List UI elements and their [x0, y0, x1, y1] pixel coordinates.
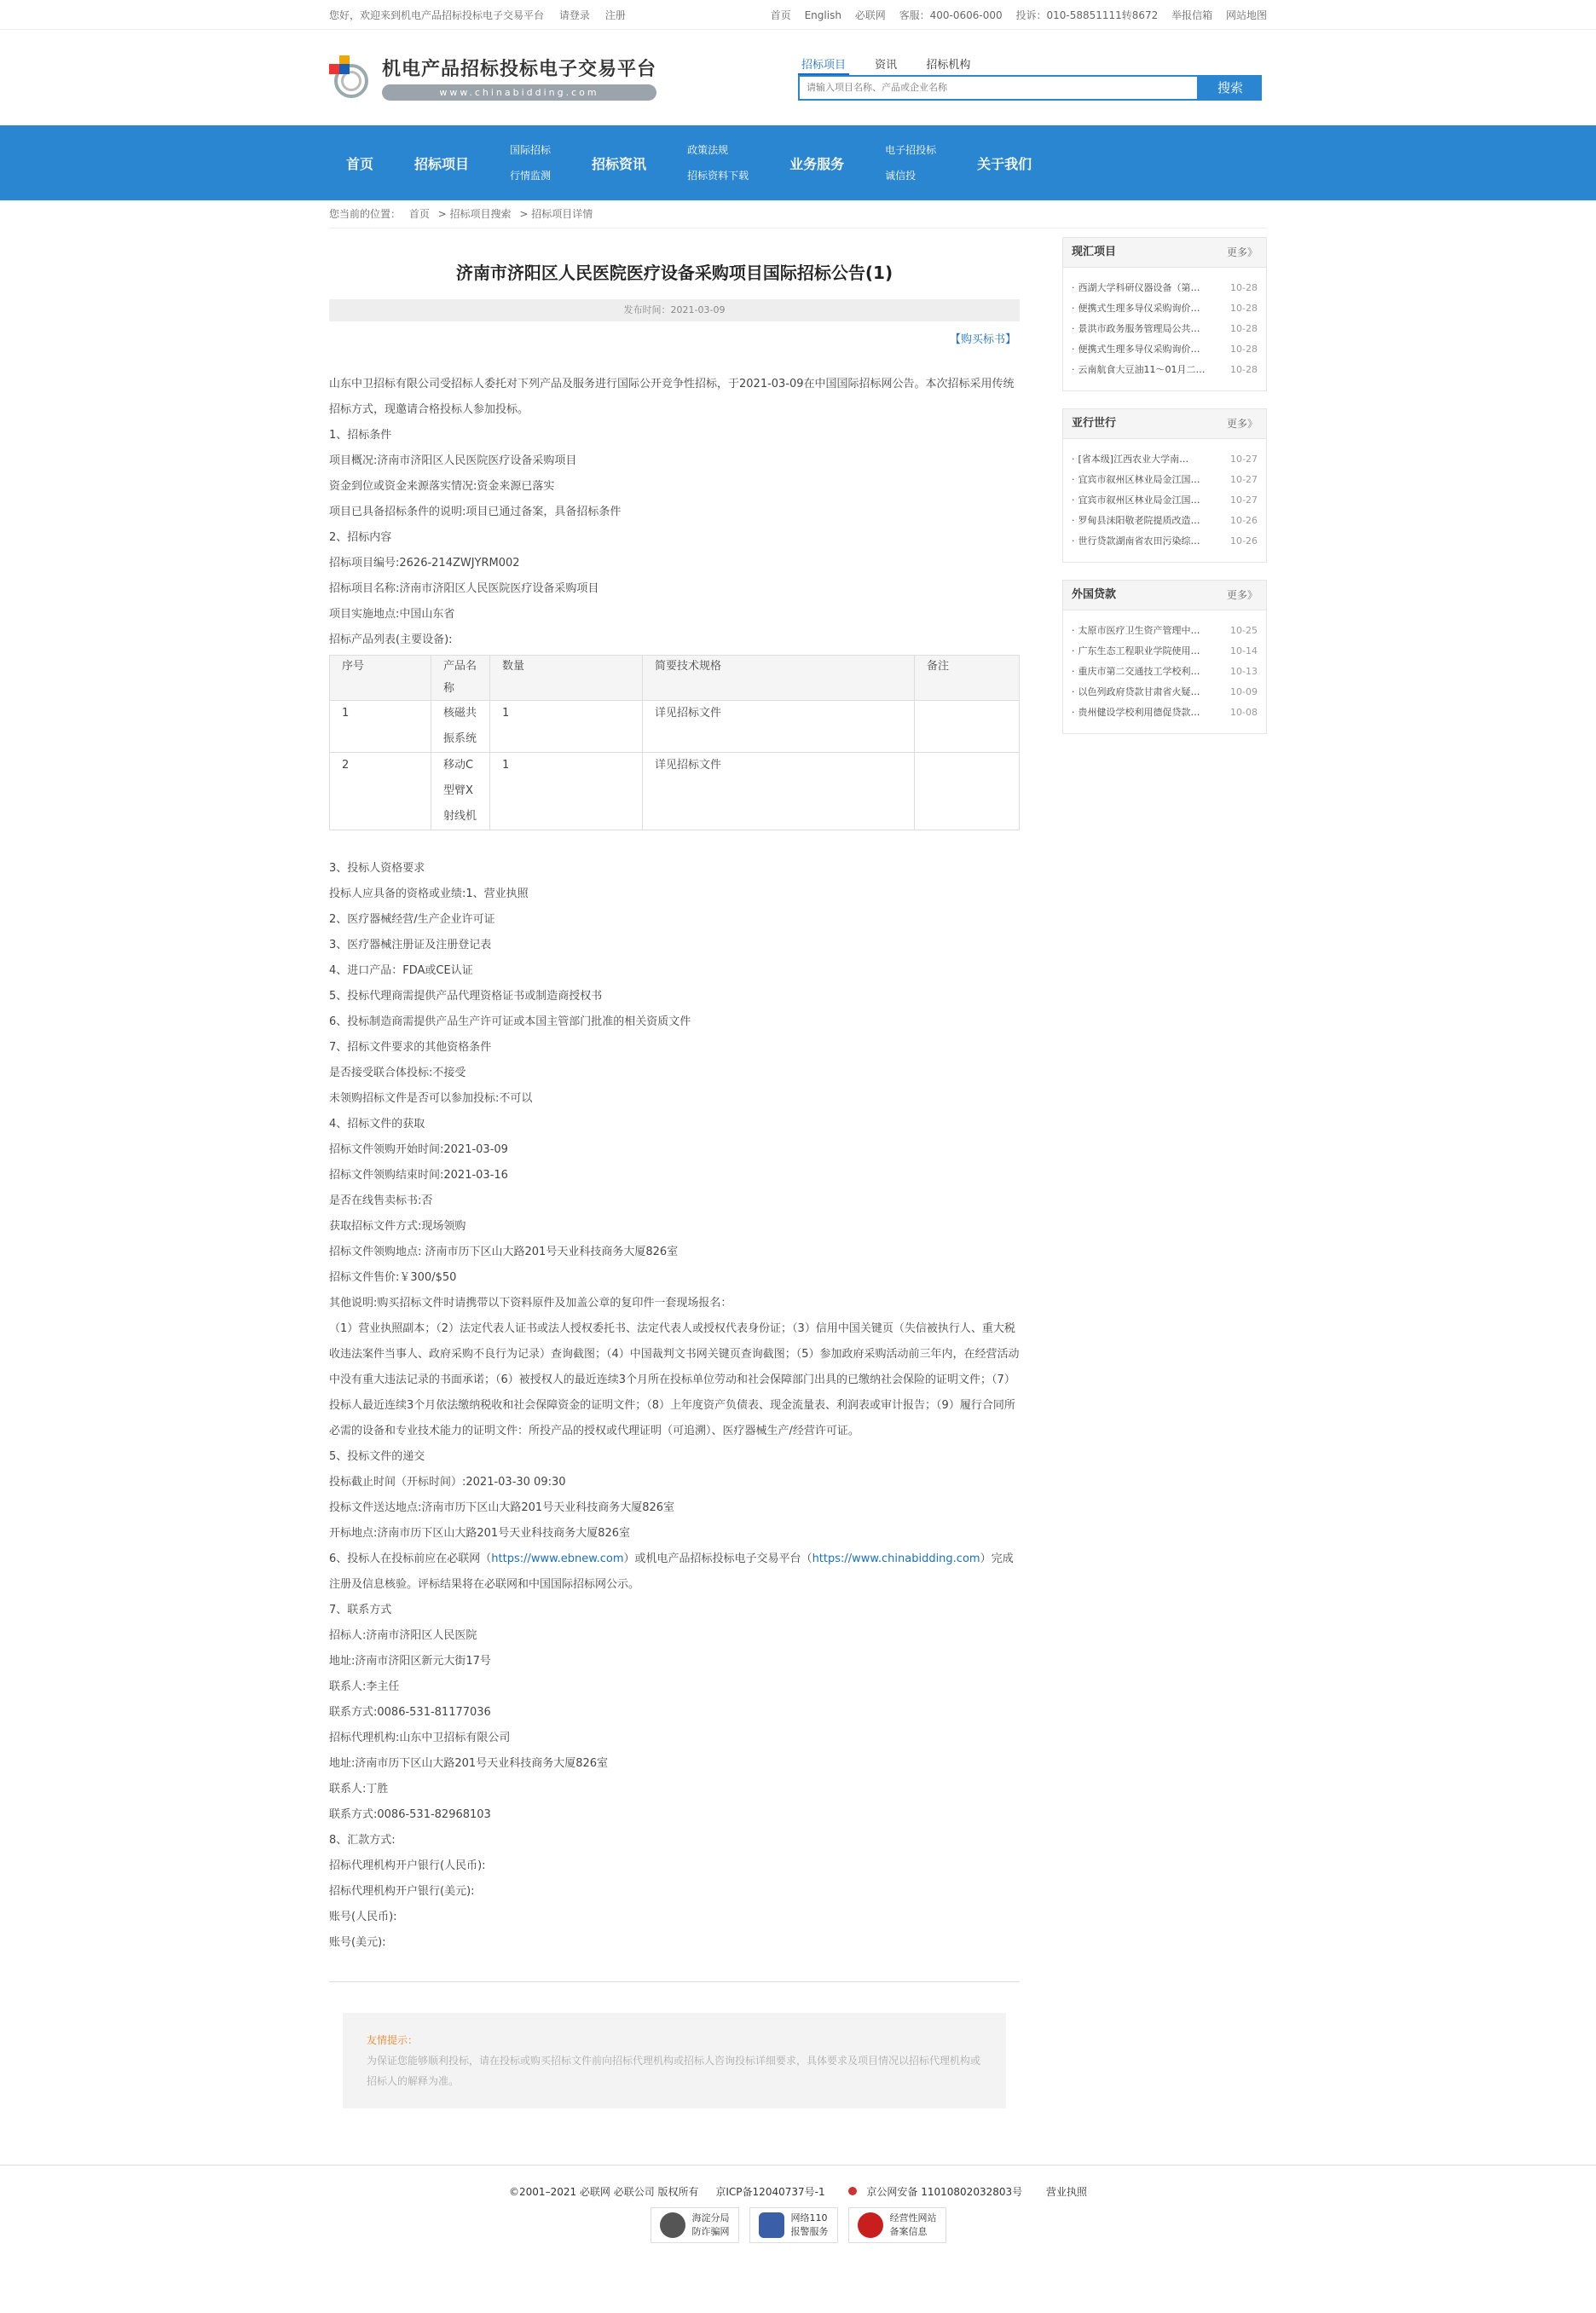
article-line: 联系人:李主任: [329, 1680, 400, 1693]
item-name[interactable]: · 便携式生理多导仪采购询价…: [1072, 298, 1217, 319]
list-item[interactable]: [1072, 641, 1258, 662]
article-line: 2、招标内容: [329, 531, 392, 544]
item-date: 10-27: [1230, 474, 1258, 485]
item-date: 10-13: [1230, 666, 1258, 677]
item-date: 10-27: [1230, 454, 1258, 465]
article-line: 账号(人民币):: [329, 1911, 397, 1923]
list-item[interactable]: [1072, 319, 1258, 339]
table-cell: 详见招标文件: [643, 701, 915, 753]
item-name[interactable]: · [省本级]江西农业大学南…: [1072, 449, 1217, 470]
login-link[interactable]: 请登录: [558, 9, 590, 21]
list-item[interactable]: [1072, 360, 1258, 380]
item-name[interactable]: · 宜宾市叙州区林业局金江国…: [1072, 490, 1217, 511]
nav-market-monitor[interactable]: 行情监测: [510, 170, 552, 182]
service-phone: 客服：400-0606-000: [899, 9, 1003, 21]
english-link[interactable]: English: [804, 9, 841, 21]
list-item[interactable]: [1072, 703, 1258, 723]
sidebar: [1062, 237, 1267, 2108]
police-icon: [848, 2187, 857, 2195]
article-line: 投标文件送达地点:济南市历下区山大路201号天业科技商务大厦826室: [329, 1501, 675, 1514]
article-line: 获取招标文件方式:现场领购: [329, 1220, 466, 1233]
ebnew-link[interactable]: 必联网: [854, 9, 886, 21]
article-line: 项目已具备招标条件的说明:项目已通过备案，具备招标条件: [329, 506, 622, 518]
table-cell: 1: [490, 753, 643, 830]
table-row: [330, 753, 1020, 830]
article-line: 2、医疗器械经营/生产企业许可证: [329, 913, 495, 926]
item-date: 10-28: [1230, 282, 1258, 293]
panel-title: 现汇项目: [1072, 246, 1117, 258]
product-table: [329, 655, 1020, 830]
item-name[interactable]: · 世行贷款湖南省农田污染综…: [1072, 531, 1217, 552]
nav-intl-bidding[interactable]: 国际招标: [510, 144, 552, 156]
table-header: 序号: [330, 656, 431, 701]
icp-link[interactable]: 京ICP备12040737号-1: [715, 2186, 825, 2198]
article-line: （1）营业执照副本；（2）法定代表人证书或法人授权委托书、法定代表人或授权代表身份证；（3）信用中国关键页（失信被执行人、重大税收违法案件当事人、政府采购不良行为记录）查询截图；（4）中国裁判文书网关键页查询截图；（5）参加政府采购活动前三年内，在经营活动中没有重大违法记录的书面承诺；（6）被授权人的最近连续3个月所在投标单位劳动和社会保障部门出具的已缴纳社会保险的证明文件；（7）投标人最近连续3个月依法缴纳税收和社会保障资金的证明文件；（8）上年度资产负债表、现金流量表、利润表或审计报告；（9）履行合同所必需的设备和专业技术能力的证明文件：所投产品的授权或代理证明（可追溯）、医疗器械生产/经营许可证。: [329, 1322, 1020, 1437]
sidebar-panel: [1062, 237, 1267, 391]
search-tab-projects[interactable]: 招标项目: [798, 57, 849, 75]
list-item[interactable]: [1072, 490, 1258, 511]
list-item[interactable]: [1072, 298, 1258, 319]
article-line: 招标项目名称:济南市济阳区人民医院医疗设备采购项目: [329, 582, 599, 595]
divider: [329, 1981, 1020, 1982]
red-shield-icon: [858, 2212, 883, 2238]
article-line: 6、投标人在投标前应在必联网（https://www.ebnew.com）或机电产品招标投标电子交易平台（https://www.chinabidding.com）完成注册及信息核验。评标结果将在必联网和中国国际招标网公示。: [329, 1553, 1014, 1591]
item-date: 10-08: [1230, 707, 1258, 718]
search-area: [798, 55, 1267, 101]
article-line: 投标截止时间（开标时间）:2021-03-30 09:30: [329, 1476, 566, 1489]
article-line: 地址:济南市济阳区新元大街17号: [329, 1655, 491, 1668]
sitemap-link[interactable]: 网站地图: [1225, 9, 1267, 21]
logo-icon: [329, 55, 373, 100]
page-title: 济南市济阳区人民医院医疗设备采购项目国际招标公告(1): [455, 263, 893, 283]
list-item[interactable]: [1072, 682, 1258, 703]
article-line: 联系人:丁胜: [329, 1783, 389, 1795]
police-avatar-icon: [660, 2212, 685, 2238]
complaint-phone: 投诉：010-58851111转8672: [1015, 9, 1159, 21]
item-name[interactable]: · 以色列政府贷款甘肃省火疑…: [1072, 682, 1217, 703]
item-name[interactable]: · 便携式生理多导仪采购询价…: [1072, 339, 1217, 360]
badge-net110[interactable]: 网络110 报警服务: [749, 2207, 838, 2243]
item-name[interactable]: · 宜宾市叙州区林业局金江国…: [1072, 470, 1217, 490]
item-date: 10-28: [1230, 344, 1258, 355]
article-line: 招标代理机构开户银行(美元):: [329, 1885, 475, 1898]
breadcrumb-home[interactable]: 首页: [408, 208, 430, 220]
item-date: 10-14: [1230, 645, 1258, 656]
article-line: 招标产品列表(主要设备):: [329, 633, 453, 646]
article-line: 5、投标文件的递交: [329, 1450, 425, 1463]
article-line: 是否在线售卖标书:否: [329, 1194, 433, 1207]
list-item[interactable]: [1072, 278, 1258, 298]
table-row: [330, 701, 1020, 753]
article-line: 项目概况:济南市济阳区人民医院医疗设备采购项目: [329, 454, 577, 467]
breadcrumb-current: 招标项目详情: [531, 208, 593, 220]
list-item[interactable]: [1072, 470, 1258, 490]
article-line: 5、投标代理商需提供产品代理资格证书或制造商授权书: [329, 990, 603, 1003]
shield-icon: [759, 2212, 784, 2238]
table-cell: [915, 753, 1020, 830]
item-name[interactable]: · 贵州健设学校利用德促贷款…: [1072, 703, 1217, 723]
nav-about[interactable]: 关于我们: [977, 155, 1032, 172]
list-item[interactable]: [1072, 511, 1258, 531]
sidebar-panel: [1062, 580, 1267, 734]
article: [329, 237, 1020, 2108]
breadcrumb-search[interactable]: 招标项目搜索: [449, 208, 512, 220]
header: [0, 30, 1596, 125]
article-line: 8、汇款方式:: [329, 1834, 396, 1847]
nav-policy[interactable]: 政策法规: [687, 144, 729, 156]
welcome-text: 您好，欢迎来到机电产品招标投标电子交易平台: [329, 9, 545, 21]
tip-heading: 友情提示：: [367, 2034, 419, 2046]
buy-tender-doc-link[interactable]: 【购买标书】: [949, 333, 1016, 346]
article-line: 投标人应具备的资格或业绩:1、营业执照: [329, 888, 529, 900]
item-name[interactable]: · 云南航食大豆油11～01月二…: [1072, 360, 1217, 380]
site-logo[interactable]: [329, 55, 656, 101]
table-cell: 1: [330, 701, 431, 753]
home-link[interactable]: 首页: [770, 9, 791, 21]
article-line: 未领购招标文件是否可以参加投标:不可以: [329, 1092, 533, 1105]
item-name[interactable]: · 罗甸县沫阳敬老院提质改造…: [1072, 511, 1217, 531]
list-item[interactable]: [1072, 621, 1258, 641]
article-line: 资金到位或资金来源落实情况:资金来源已落实: [329, 480, 555, 493]
breadcrumb-label: 您当前的位置：: [329, 208, 402, 220]
nav-ebidding[interactable]: 电子招投标: [885, 144, 937, 156]
article-line: 4、进口产品：FDA或CE认证: [329, 964, 473, 977]
table-cell: 核磁共振系统: [431, 701, 490, 753]
police-record-link[interactable]: 京公网安备 11010802032803号: [841, 2186, 1029, 2198]
item-date: 10-28: [1230, 364, 1258, 375]
nav-business[interactable]: 业务服务: [789, 155, 845, 172]
article-line: 7、联系方式: [329, 1604, 392, 1616]
article-body: [329, 372, 1020, 1956]
panel-title: 外国贷款: [1072, 588, 1117, 601]
search-input[interactable]: [798, 75, 1199, 101]
logo-domain: www.chinabidding.com: [382, 84, 656, 101]
article-line: 账号(美元):: [329, 1936, 386, 1949]
item-date: 10-28: [1230, 323, 1258, 334]
nav-projects[interactable]: 招标项目: [414, 155, 470, 172]
item-date: 10-26: [1230, 515, 1258, 526]
table-header: 简要技术规格: [643, 656, 915, 701]
badge-business-site[interactable]: 经营性网站 备案信息: [848, 2207, 946, 2243]
article-line: 4、招标文件的获取: [329, 1118, 425, 1130]
article-line: 3、投标人资格要求: [329, 862, 425, 875]
footer: [0, 2165, 1596, 2243]
article-line: 招标人:济南市济阳区人民医院: [329, 1629, 477, 1642]
logo-name: 机电产品招标投标电子交易平台: [382, 59, 657, 80]
item-name[interactable]: · 景洪市政务服务管理局公共…: [1072, 319, 1217, 339]
article-line: 联系方式:0086-531-81177036: [329, 1706, 491, 1719]
article-line: 7、招标文件要求的其他资格条件: [329, 1041, 492, 1054]
more-link[interactable]: 更多》: [1226, 418, 1258, 430]
panel-title: 亚行世行: [1072, 417, 1117, 430]
article-line: 招标代理机构:山东中卫招标有限公司: [329, 1732, 511, 1744]
item-date: 10-28: [1230, 303, 1258, 314]
article-line: 联系方式:0086-531-82968103: [329, 1808, 491, 1821]
article-line: 招标文件领购地点: 济南市历下区山大路201号天业科技商务大厦826室: [329, 1246, 679, 1258]
article-line: 是否接受联合体投标:不接受: [329, 1067, 466, 1079]
item-date: 10-09: [1230, 686, 1258, 697]
item-date: 10-26: [1230, 535, 1258, 546]
main-nav: [0, 125, 1596, 200]
nav-info[interactable]: 招标资讯: [592, 155, 647, 172]
article-line: 招标代理机构开户银行(人民币):: [329, 1859, 486, 1872]
business-license-link[interactable]: 营业执照: [1045, 2186, 1087, 2198]
top-bar: [0, 0, 1596, 30]
nav-home[interactable]: 首页: [346, 155, 374, 172]
article-line: 开标地点:济南市历下区山大路201号天业科技商务大厦826室: [329, 1527, 631, 1540]
more-link[interactable]: 更多》: [1226, 589, 1258, 601]
item-date: 10-25: [1230, 625, 1258, 636]
list-item[interactable]: [1072, 449, 1258, 470]
article-line: 6、投标制造商需提供产品生产许可证或本国主管部门批准的相关资质文件: [329, 1015, 691, 1028]
breadcrumb: 您当前的位置： 首页 > 招标项目搜索 > 招标项目详情: [329, 200, 1267, 228]
table-cell: 详见招标文件: [643, 753, 915, 830]
article-line: 山东中卫招标有限公司受招标人委托对下列产品及服务进行国际公开竞争性招标，于2021-03-09在中国国际招标网公告。本次招标采用传统招标方式，现邀请合格投标人参加投标。: [329, 378, 1015, 416]
nav-credit[interactable]: 诚信投: [885, 170, 917, 182]
copyright: ©2001–2021 必联网 必联公司 版权所有: [509, 2186, 699, 2198]
article-line: 招标文件领购结束时间:2021-03-16: [329, 1169, 508, 1182]
tip-text: 为保证您能够顺利投标，请在投标或购买招标文件前向招标代理机构或招标人咨询投标详细要求，具体要求及项目情况以招标代理机构或招标人的解释为准。: [367, 2055, 981, 2087]
article-line: 地址:济南市历下区山大路201号天业科技商务大厦826室: [329, 1757, 609, 1770]
table-header: 备注: [915, 656, 1020, 701]
list-item[interactable]: [1072, 662, 1258, 682]
article-line: 招标项目编号:2626-214ZWJYRM002: [329, 557, 520, 570]
item-name[interactable]: · 重庆市第二交通技工学校利…: [1072, 662, 1217, 682]
search-button[interactable]: 搜索: [1199, 75, 1262, 101]
item-name[interactable]: · 太原市医疗卫生资产管理中…: [1072, 621, 1217, 641]
table-cell: [915, 701, 1020, 753]
article-line: 招标文件领购开始时间:2021-03-09: [329, 1143, 508, 1156]
article-line: 项目实施地点:中国山东省: [329, 608, 455, 621]
article-line: 其他说明:购买招标文件时请携带以下资料原件及加盖公章的复印件一套现场报名：: [329, 1297, 732, 1310]
table-cell: 移动C型臂X射线机: [431, 753, 490, 830]
report-mailbox-link[interactable]: 举报信箱: [1171, 9, 1213, 21]
article-line: 1、招标条件: [329, 429, 392, 442]
search-tab-info[interactable]: 资讯: [875, 58, 898, 72]
article-line: 3、医疗器械注册证及注册登记表: [329, 939, 492, 951]
chinabidding-url-link[interactable]: https://www.chinabidding.com: [812, 1553, 980, 1565]
register-link[interactable]: 注册: [604, 9, 626, 21]
badge-haidian-police[interactable]: 海淀分局 防诈骗网: [651, 2207, 739, 2243]
friendly-tip: [343, 2013, 1006, 2108]
item-date: 10-27: [1230, 494, 1258, 506]
publish-time: 发布时间：2021-03-09: [329, 299, 1020, 321]
article-line: 招标文件售价:￥300/$50: [329, 1271, 457, 1284]
table-cell: 1: [490, 701, 643, 753]
ebnew-url-link[interactable]: https://www.ebnew.com: [491, 1553, 624, 1565]
list-item[interactable]: [1072, 339, 1258, 360]
list-item[interactable]: [1072, 531, 1258, 552]
more-link[interactable]: 更多》: [1226, 246, 1258, 258]
nav-downloads[interactable]: 招标资料下载: [687, 170, 749, 182]
item-name[interactable]: · 西湖大学科研仪器设备（第…: [1072, 278, 1217, 298]
table-cell: 2: [330, 753, 431, 830]
search-tab-agencies[interactable]: 招标机构: [926, 58, 971, 72]
table-header: 产品名称: [431, 656, 490, 701]
item-name[interactable]: · 广东生态工程职业学院使用…: [1072, 641, 1217, 662]
sidebar-panel: [1062, 408, 1267, 563]
table-header: 数量: [490, 656, 643, 701]
